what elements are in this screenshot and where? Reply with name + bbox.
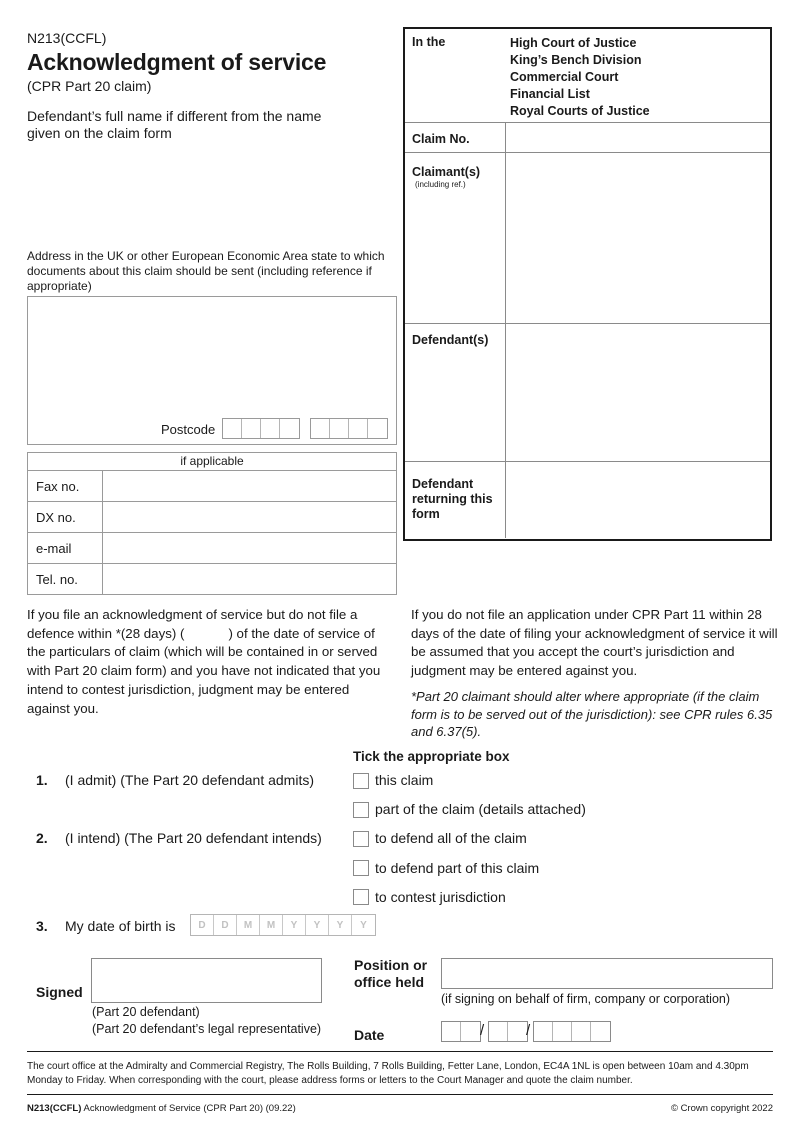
contact-row-fax: [28, 471, 396, 502]
instructions-left-part1: If you file an acknowledgment of service but do not file a defence within *(28 days) (: [27, 607, 358, 641]
dob-cell: D: [214, 915, 237, 935]
contact-details-table: [27, 452, 397, 595]
contest-jurisdiction-label: to contest jurisdiction: [375, 889, 506, 905]
claimants-sublabel: (including ref.): [415, 180, 466, 189]
instructions-note: *Part 20 claimant should alter where appropriate (if the claim form is to be served out of the jurisdiction): see CPR rules 6.35 and 6.37(5).: [411, 689, 773, 739]
court-line: Commercial Court: [510, 70, 619, 84]
date-label: Date: [354, 1027, 385, 1043]
q3-number: 3.: [36, 918, 48, 934]
page-subtitle: (CPR Part 20 claim): [27, 78, 152, 94]
dob-cell: Y: [329, 915, 352, 935]
position-field[interactable]: [441, 958, 773, 989]
court-office-notice: The court office at the Admiralty and Commercial Registry, The Rolls Building, 7 Rolls Building, Fetter Lane, London, EC4A 1NL is open between 10am and 4.30pm Monday to Friday. When corresponding with the court, please address forms or letters to the Court Manager and quote the claim number.: [27, 1061, 749, 1086]
court-line: Financial List: [510, 87, 590, 101]
defendants-row: [405, 324, 770, 462]
form-reference-code: N213(CCFL): [27, 1103, 82, 1114]
signed-sublabel-defendant: (Part 20 defendant): [92, 1005, 200, 1019]
dob-cell: M: [237, 915, 260, 935]
signed-sublabels: [92, 1004, 321, 1038]
q3-text: My date of birth is: [65, 918, 176, 934]
position-label: Position or office held: [354, 957, 428, 990]
admit-claim-label: this claim: [375, 772, 434, 788]
claim-no-label: Claim No.: [405, 123, 506, 152]
dob-cell: Y: [360, 920, 367, 931]
defendant-returning-row: [405, 462, 770, 538]
signature-field[interactable]: [91, 958, 322, 1003]
date-month-field[interactable]: [488, 1021, 531, 1042]
q2-number: 2.: [36, 830, 48, 846]
form-code: N213(CCFL): [27, 30, 107, 46]
email-field[interactable]: [103, 533, 396, 563]
court-row: [405, 29, 770, 123]
postcode-label: Postcode: [161, 422, 216, 437]
signed-sublabel-representative: (Part 20 defendant’s legal representative): [92, 1022, 322, 1036]
signed-label: Signed: [36, 984, 83, 1000]
claimants-label-cell: [405, 153, 506, 323]
page-title: Acknowledgment of service: [27, 49, 327, 75]
footer-divider: [27, 1051, 773, 1052]
contact-table-header: if applicable: [28, 453, 396, 471]
postcode-field-part1[interactable]: [222, 418, 300, 439]
court-details-box: [403, 27, 772, 541]
defendant-returning-label: Defendant returning this form: [405, 462, 506, 538]
contact-row-dx: [28, 502, 396, 533]
in-the-label: In the: [412, 35, 446, 49]
admit-part-label: part of the claim (details attached): [375, 801, 586, 817]
defend-all-checkbox[interactable]: [353, 831, 369, 847]
claimants-field[interactable]: [507, 153, 770, 323]
dob-cell: D: [191, 915, 214, 935]
claim-no-field[interactable]: [507, 123, 770, 152]
tick-heading: Tick the appropriate box: [353, 749, 510, 764]
date-year-field[interactable]: [533, 1021, 611, 1042]
claimants-label: Claimant(s): [412, 165, 481, 179]
instructions-left: [27, 606, 387, 718]
court-line: High Court of Justice: [510, 36, 637, 50]
copyright-notice: © Crown copyright 2022: [670, 1103, 773, 1114]
defendant-name-label: Defendant’s full name if different from the name given on the claim form: [27, 108, 322, 141]
defend-part-label: to defend part of this claim: [375, 860, 540, 876]
email-label: e-mail: [28, 533, 103, 563]
court-line: King’s Bench Division: [510, 53, 642, 67]
dob-cell: Y: [283, 915, 306, 935]
defend-part-checkbox[interactable]: [353, 860, 369, 876]
date-of-birth-field[interactable]: [190, 914, 376, 936]
postcode-field-part2[interactable]: [310, 418, 388, 439]
fax-label: Fax no.: [28, 471, 103, 501]
form-reference: [27, 1103, 296, 1114]
tel-field[interactable]: [103, 564, 396, 594]
form-reference-title: Acknowledgment of Service (CPR Part 20) (09.22): [81, 1103, 296, 1114]
defendant-returning-field[interactable]: [507, 462, 770, 538]
date-day-field[interactable]: [441, 1021, 481, 1042]
position-note: (if signing on behalf of firm, company or corporation): [441, 992, 731, 1006]
date-separator: /: [480, 1022, 485, 1039]
court-name-list: [510, 35, 650, 120]
claimants-row: [405, 153, 770, 324]
court-line: Royal Courts of Justice: [510, 104, 650, 118]
instructions-left-part2: ) of the date of service of the particulars of claim (which will be contained in or served with Part 20 claim form) and you have not indicated that you intend to contest jurisdiction, judgment may be entered against you.: [27, 625, 381, 716]
admit-part-checkbox[interactable]: [353, 802, 369, 818]
q2-text: (I intend) (The Part 20 defendant intends): [65, 830, 322, 846]
admit-claim-checkbox[interactable]: [353, 773, 369, 789]
date-separator: /: [526, 1022, 531, 1039]
dob-cell: Y: [306, 915, 329, 935]
defend-all-label: to defend all of the claim: [375, 830, 527, 846]
q1-text: (I admit) (The Part 20 defendant admits): [65, 772, 314, 788]
dob-cell: M: [260, 915, 283, 935]
contest-jurisdiction-checkbox[interactable]: [353, 889, 369, 905]
claim-no-row: [405, 123, 770, 153]
fax-field[interactable]: [103, 471, 396, 501]
defendants-field[interactable]: [507, 324, 770, 461]
defendants-label: Defendant(s): [405, 324, 506, 461]
contact-row-tel: [28, 564, 396, 594]
dx-field[interactable]: [103, 502, 396, 532]
contact-row-email: [28, 533, 396, 564]
dx-label: DX no.: [28, 502, 103, 532]
tel-label: Tel. no.: [28, 564, 103, 594]
instructions-right: If you do not file an application under CPR Part 11 within 28 days of the date of filing your acknowledgment of service it will be assumed that you accept the court’s jurisdiction and judgment may be entered against you.: [411, 607, 778, 679]
q1-number: 1.: [36, 772, 48, 788]
address-label: Address in the UK or other European Economic Area state to which documents about this claim should be sent (including reference if appropriate): [27, 249, 385, 293]
footer-divider: [27, 1094, 773, 1095]
